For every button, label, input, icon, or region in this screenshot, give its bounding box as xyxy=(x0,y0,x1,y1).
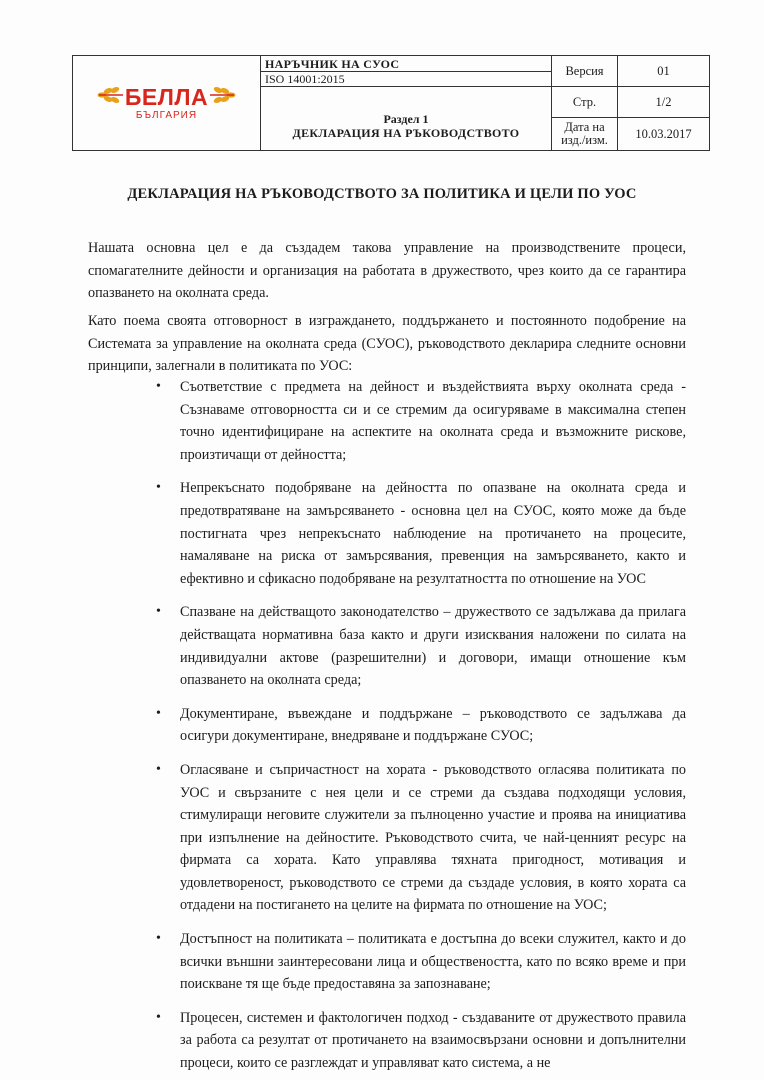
list-item xyxy=(156,928,686,996)
bullet-icon: • xyxy=(156,379,161,394)
page-label: Стр. xyxy=(552,87,618,118)
principle-text: Документиране, въвеждане и поддържане – ръководството се задължава да осигури документиране, внедряване и поддържане СУОС; xyxy=(180,705,686,745)
date-value: 10.03.2017 xyxy=(635,126,692,141)
version-value: 01 xyxy=(618,56,709,87)
principle-text: Непрекъснато подобряване на дейността по опазване на околната среда и предотвратяване на замърсяването - основна цел на СУОС, която може да бъде постигната чрез непрекъснато наблюдение на протичането на процесите, намаляване на риска от замърсявания, превенция на замърсяването, както и ефективно и сфикасно подобряване на резултатността по отношение на УОС xyxy=(180,480,686,587)
version-label: Версия xyxy=(552,56,618,87)
document-header-table xyxy=(72,55,710,151)
bullet-icon: • xyxy=(156,1009,161,1025)
section-cell xyxy=(261,87,552,150)
list-item xyxy=(156,703,686,748)
intro-paragraph-1: Нашата основна цел е да създадем такова управление на производствените процеси, спомагателните дейности и организация на работата в дружеството, чрез които да се гарантира опазването на околната среда. xyxy=(88,240,686,301)
principle-text: Огласяване и съпричастност на хората - ръководството огласява политиката по УОС и свързаните с нея цели и се стреми да създава подходящи условия, стимулиращи неговите служители за пълноценно участие и проява на инициатива при изпълнение на дейностите. Ръководството счита, че най-ценният ресурс на фирмата са хората. Като управлява тяхната пригодност, мотивация и удовлетвореност, ръководството се стреми да създаде условия, в която хората са отдадени на постигането на целите на фирмата по отношение на УОС; xyxy=(180,761,686,914)
section-title: ДЕКЛАРАЦИЯ НА РЪКОВОДСТВОТО xyxy=(292,125,520,140)
list-item xyxy=(156,759,686,917)
list-item xyxy=(156,601,686,691)
section-label: Раздел 1 xyxy=(383,111,429,126)
principle-text: Спазване на действащото законодателство – дружеството се задължава да прилага действащата нормативна база както и други изисквания наложени по силата на индивидуални актове (разрешителни) и договори, имащи отношение към опазването на околната среда; xyxy=(180,604,686,689)
list-item xyxy=(156,376,686,466)
logo-subtext: БЪЛГАРИЯ xyxy=(135,110,198,121)
bullet-icon: • xyxy=(156,604,161,620)
logo-wordmark: БЕЛЛА xyxy=(124,84,209,110)
principle-text: Съответствие с предмета на дейност и въздействията върху околната среда - Съзнаваме отговорността си и се стремим да осигуряваме в максимална степен точно идентифициране на аспектите на околната среда и възможните рискове, произтичащи от дейността; xyxy=(180,379,686,463)
manual-title-cell xyxy=(261,56,552,87)
date-label: Дата на изд./изм. xyxy=(552,118,618,150)
wheat-right-icon xyxy=(210,85,236,109)
bullet-icon: • xyxy=(156,705,161,721)
principles-list xyxy=(156,376,686,1086)
bullet-icon: • xyxy=(156,931,161,947)
list-item xyxy=(156,477,686,590)
bullet-icon: • xyxy=(156,761,161,777)
bullet-icon: • xyxy=(156,480,161,496)
standard-reference: ISO 14001:2015 xyxy=(261,71,551,86)
page-number: 1/2 xyxy=(618,87,709,118)
list-item xyxy=(156,1007,686,1075)
page-title: ДЕКЛАРАЦИЯ НА РЪКОВОДСТВОТО ЗА ПОЛИТИКА И ЦЕЛИ ПО УОС xyxy=(127,186,637,202)
principle-text: Достъпност на политиката – политиката е достъпна до всеки служител, както и до всички външни заинтересовани лица и обществеността, като по всяко време и при поискване тя ще бъде предоставяна за запознаване; xyxy=(180,931,686,993)
intro-paragraph-2: Като поема своята отговорност в изграждането, поддържането и постоянното подобрение на Системата за управление на околната среда (СУОС), ръководството декларира следните основни принципи, залегнали в политиката по УОС: xyxy=(88,313,686,374)
principle-text: Процесен, системен и фактологичен подход - създаваните от дружеството правила за работа са резултат от протичането на взаимосвързани основни и допълнителни процеси, които се разглеждат и управляват като система, а не xyxy=(180,1009,686,1072)
wheat-left-icon xyxy=(97,85,123,109)
manual-title: НАРЪЧНИК НА СУОС xyxy=(265,56,400,71)
company-logo xyxy=(73,56,261,150)
